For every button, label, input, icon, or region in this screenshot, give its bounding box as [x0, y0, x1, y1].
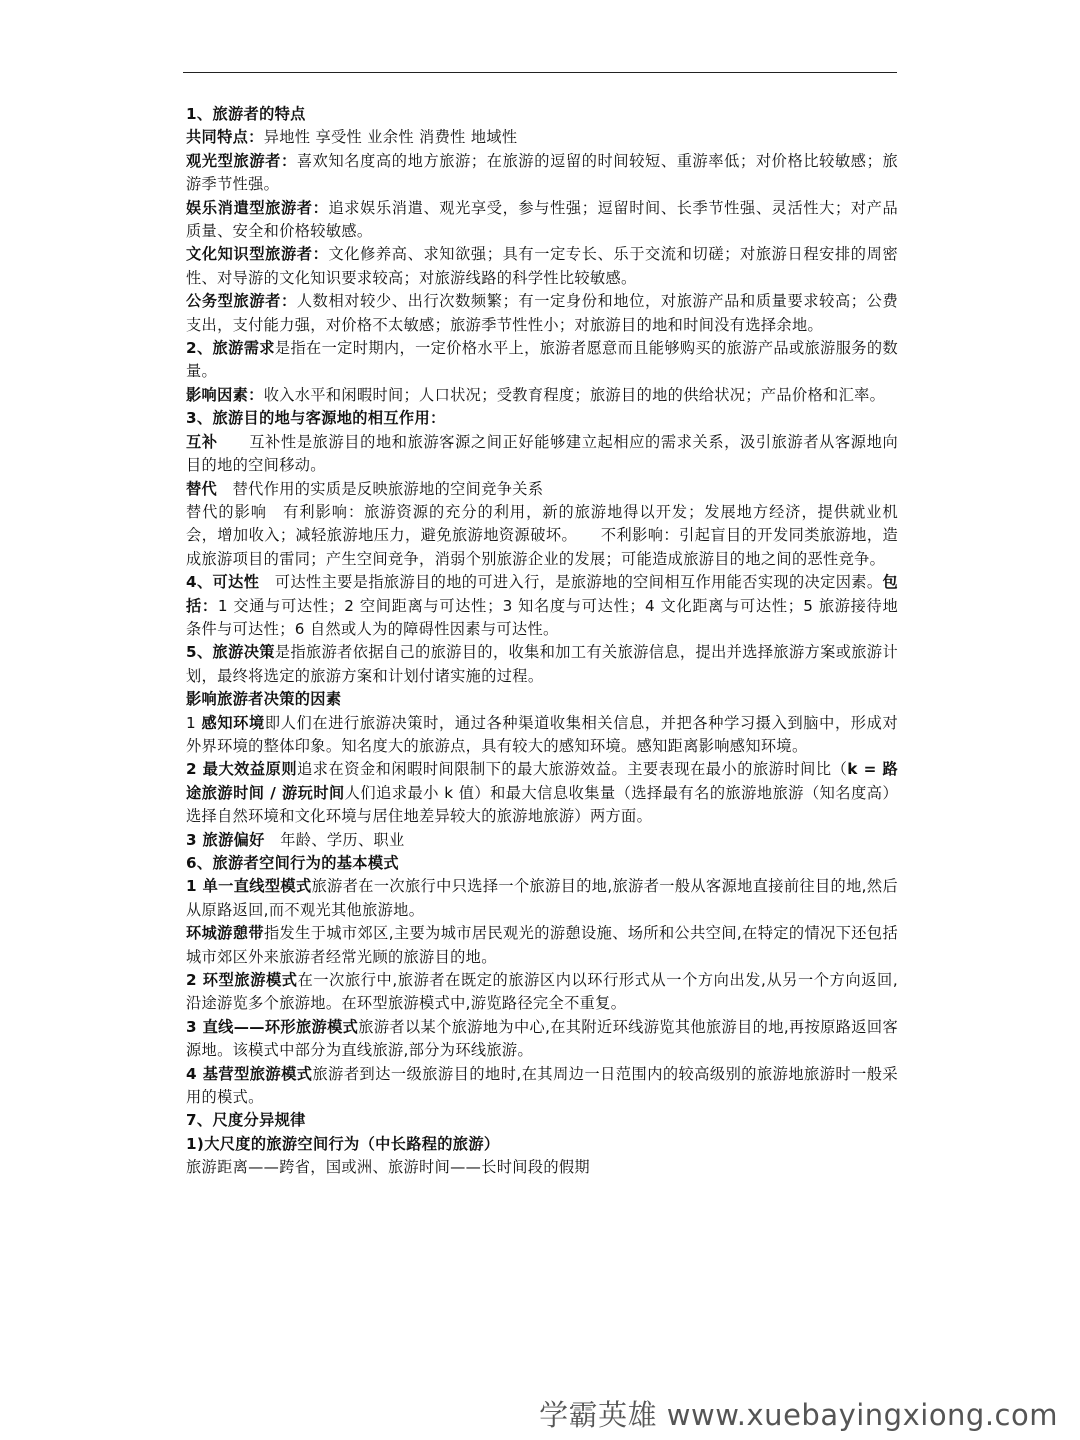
bold-text: 2 最大效益原则 [186, 760, 298, 779]
header-rule [183, 72, 897, 73]
body-text: 人们追求最小 k 值）和最大信息收集量（选择最有名的旅游地旅游（知名度高）选择自然环境和文化环境与居住地差异较大的旅游地旅游）两方面。 [186, 783, 898, 826]
body-text: 文化修养高、求知欲强；具有一定专长、乐于交流和切磋；对旅游日程安排的周密性、对导游的文化知识要求较高；对旅游线路的科学性比较敏感。 [186, 245, 898, 287]
bold-text: 文化知识型旅游者： [186, 245, 329, 264]
body-text: 在一次旅行中,旅游者在既定的旅游区内以环行形式从一个方向出发,从另一个方向返回,沿途游览多个旅游地。在环型旅游模式中,游览路径完全不重复。 [186, 971, 899, 1013]
paragraph [186, 337, 898, 384]
bold-text: 2 环型旅游模式 [186, 971, 298, 990]
paragraph [186, 712, 898, 759]
body-text: 旅游者以某个旅游地为中心,在其附近环线游览其他旅游目的地,再按原路返回客源地。该模式中部分为直线旅游,部分为环线旅游。 [186, 1017, 898, 1060]
bold-text: 感知环境 [201, 713, 265, 732]
watermark: 学霸英雄 www.xuebayingxiong.com [539, 1398, 1058, 1432]
bold-text: 观光型旅游者： [186, 151, 297, 170]
paragraph [186, 243, 898, 290]
bold-text: 4、可达性 [186, 573, 260, 592]
body-text: 互补性是旅游目的地和旅游客源之间正好能够建立起相应的需求关系，汲引旅游者从客源地向目的地的空间移动。 [186, 432, 898, 475]
paragraph [186, 969, 898, 1016]
body-text: 可达性主要是指旅游目的地的可进入行，是旅游地的空间相互作用能否实现的决定因素。 [259, 573, 883, 592]
body-text: 1 交通与可达性；2 空间距离与可达性；3 知名度与可达性；4 文化距离与可达性；5 旅游接待地条件与可达性；6 自然或人为的障碍性因素与可达性。 [186, 596, 898, 638]
body-text: 1 [186, 713, 202, 732]
paragraph [186, 290, 898, 337]
bold-text: 公务型旅游者： [186, 292, 297, 311]
body-text: 追求娱乐消遣、观光享受，参与性强；逗留时间、长季节性强、灵活性大；对产品质量、安全和价格较敏感。 [186, 198, 898, 241]
body-text: 收入水平和闲暇时间；人口状况；受教育程度；旅游目的地的供给状况；产品价格和汇率。 [263, 385, 886, 404]
document-body [186, 103, 898, 1180]
paragraph [186, 126, 898, 149]
paragraph [186, 1063, 898, 1110]
bold-text: 替代 [186, 479, 218, 498]
bold-text: 影响旅游者决策的因素 [186, 690, 342, 709]
paragraph [186, 829, 898, 852]
bold-text: 7、尺度分异规律 [186, 1111, 306, 1130]
body-text: 人数相对较少、出行次数频繁；有一定身份和地位，对旅游产品和质量要求较高；公费支出，支付能力强，对价格不太敏感；旅游季节性性小；对旅游目的地和时间没有选择余地。 [186, 292, 898, 334]
body-text: 旅游者到达一级旅游目的地时,在其周边一日范围内的较高级别的旅游地旅游时一般采用的模式。 [186, 1064, 898, 1107]
body-text: 替代的影响 有利影响：旅游资源的充分的利用，新的旅游地得以开发；发展地方经济，提供就业机会，增加收入；减轻旅游地压力，避免旅游地资源破坏。 不利影响：引起盲目的开发同类旅游地，造成旅游项目的雷同；产生空间竞争，消弱个别旅游企业的发展；可能造成旅游目的地之间的恶性竞争。 [186, 502, 898, 568]
paragraph [186, 501, 898, 571]
paragraph [186, 103, 898, 126]
bold-text: 3 旅游偏好 [186, 830, 265, 849]
paragraph [186, 1016, 898, 1063]
body-text: 即人们在进行旅游决策时，通过各种渠道收集相关信息，并把各种学习摄入到脑中，形成对外界环境的整体印象。知名度大的旅游点，具有较大的感知环境。感知距离影响感知环境。 [186, 713, 899, 755]
paragraph [186, 922, 898, 969]
bold-text: 环城游憩带 [186, 924, 264, 943]
paragraph [186, 431, 898, 478]
body-text: 追求在资金和闲暇时间限制下的最大旅游效益。主要表现在最小的旅游时间比（ [297, 760, 848, 779]
paragraph [186, 758, 898, 828]
paragraph [186, 852, 898, 875]
body-text: 旅游者在一次旅行中只选择一个旅游目的地,旅游者一般从客源地直接前往目的地,然后从原路返回,而不观光其他旅游地。 [186, 877, 898, 919]
bold-text: 娱乐消遣型旅游者： [186, 198, 329, 217]
paragraph [186, 478, 898, 501]
body-text: 指发生于城市郊区,主要为城市居民观光的游憩设施、场所和公共空间,在特定的情况下还包括城市郊区外来旅游者经常光顾的旅游目的地。 [186, 924, 899, 966]
body-text: 异地性 享受性 业余性 消费性 地域性 [263, 128, 518, 147]
bold-text: 5、旅游决策 [186, 643, 275, 662]
paragraph [186, 150, 898, 197]
bold-text: 1、旅游者的特点 [186, 105, 306, 123]
bold-text: 3 直线——环形旅游模式 [186, 1017, 359, 1036]
bold-text: 6、旅游者空间行为的基本模式 [186, 854, 399, 872]
bold-text: k = 路途旅游时间 / 游玩时间 [186, 760, 899, 802]
body-text: 是指在一定时期内，一定价格水平上，旅游者愿意而且能够购买的旅游产品或旅游服务的数量。 [186, 339, 898, 381]
body-text: 是指旅游者依据自己的旅游目的，收集和加工有关旅游信息，提出并选择旅游方案或旅游计划，最终将选定的旅游方案和计划付诸实施的过程。 [186, 643, 898, 685]
bold-text: 包括： [186, 573, 898, 615]
bold-text: 互补 [186, 432, 218, 451]
paragraph [186, 384, 898, 407]
paragraph [186, 641, 898, 688]
bold-text: 1 单一直线型模式 [186, 877, 312, 896]
bold-text: 影响因素： [186, 385, 264, 404]
bold-text: 1)大尺度的旅游空间行为（中长路程的旅游） [186, 1134, 500, 1153]
bold-text: 4 基营型旅游模式 [186, 1064, 313, 1083]
body-text: 年龄、学历、职业 [264, 830, 405, 849]
bold-text: 共同特点： [186, 128, 264, 147]
paragraph [186, 688, 898, 711]
paragraph [186, 1156, 898, 1179]
paragraph [186, 571, 898, 641]
bold-text: 3、旅游目的地与客源地的相互作用： [186, 409, 446, 428]
paragraph [186, 1133, 898, 1156]
body-text: 喜欢知名度高的地方旅游；在旅游的逗留的时间较短、重游率低；对价格比较敏感；旅游季节性强。 [186, 151, 898, 194]
paragraph [186, 197, 898, 244]
bold-text: 2、旅游需求 [186, 339, 275, 358]
paragraph [186, 875, 898, 922]
paragraph [186, 1109, 898, 1132]
body-text: 旅游距离——跨省，国或洲、旅游时间——长时间段的假期 [186, 1158, 590, 1177]
paragraph [186, 407, 898, 430]
body-text: 替代作用的实质是反映旅游地的空间竞争关系 [217, 479, 544, 498]
